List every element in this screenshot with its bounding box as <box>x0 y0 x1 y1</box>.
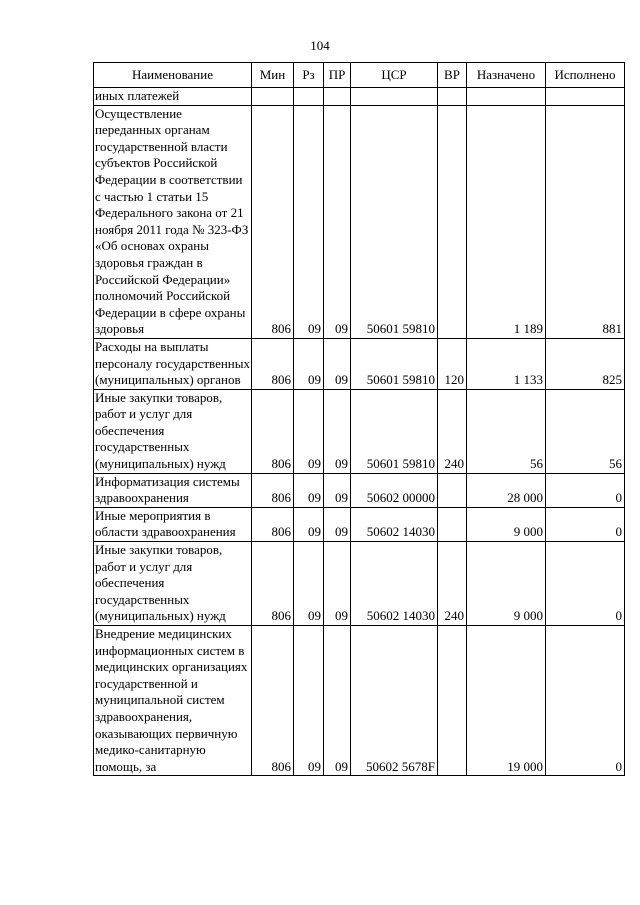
table-row <box>94 507 625 541</box>
row-name: Иные мероприятия в области здравоохранения <box>94 507 252 541</box>
row-rz: 09 <box>294 507 324 541</box>
row-rz: 09 <box>294 105 324 338</box>
row-name: Внедрение медицинских информационных систем в медицинских организациях государственной и муниципальной систем здравоохранения, оказывающих первичную медико-санитарную помощь, за <box>94 626 252 776</box>
table-header-row <box>94 63 625 88</box>
row-min: 806 <box>252 542 294 626</box>
table-row <box>94 473 625 507</box>
row-rz: 09 <box>294 542 324 626</box>
row-csr <box>351 88 438 106</box>
row-csr: 50602 14030 <box>351 542 438 626</box>
table-row <box>94 542 625 626</box>
row-vr <box>438 88 467 106</box>
row-executed: 825 <box>546 338 625 389</box>
header-min: Мин <box>252 63 294 88</box>
row-vr: 240 <box>438 389 467 473</box>
header-vr: ВР <box>438 63 467 88</box>
row-executed: 0 <box>546 473 625 507</box>
header-name: Наименование <box>94 63 252 88</box>
page-number: 104 <box>310 38 330 53</box>
row-min <box>252 88 294 106</box>
row-min: 806 <box>252 338 294 389</box>
row-csr: 50602 14030 <box>351 507 438 541</box>
row-csr: 50602 5678F <box>351 626 438 776</box>
row-assigned: 28 000 <box>467 473 546 507</box>
header-assigned: Назначено <box>467 63 546 88</box>
row-pr: 09 <box>324 626 351 776</box>
row-vr <box>438 507 467 541</box>
row-vr: 120 <box>438 338 467 389</box>
row-assigned: 9 000 <box>467 507 546 541</box>
row-executed: 56 <box>546 389 625 473</box>
row-pr <box>324 88 351 106</box>
row-min: 806 <box>252 507 294 541</box>
row-pr: 09 <box>324 338 351 389</box>
row-executed: 0 <box>546 626 625 776</box>
row-pr: 09 <box>324 507 351 541</box>
row-vr <box>438 473 467 507</box>
row-assigned <box>467 88 546 106</box>
row-min: 806 <box>252 473 294 507</box>
row-csr: 50602 00000 <box>351 473 438 507</box>
row-name: Иные закупки товаров, работ и услуг для обеспечения государственных (муниципальных) нужд <box>94 389 252 473</box>
row-executed: 881 <box>546 105 625 338</box>
row-name: Иные закупки товаров, работ и услуг для обеспечения государственных (муниципальных) нужд <box>94 542 252 626</box>
row-executed: 0 <box>546 542 625 626</box>
row-pr: 09 <box>324 473 351 507</box>
row-assigned: 56 <box>467 389 546 473</box>
row-pr: 09 <box>324 389 351 473</box>
table-row <box>94 105 625 338</box>
row-name: Информатизация системы здравоохранения <box>94 473 252 507</box>
table-row <box>94 338 625 389</box>
row-pr: 09 <box>324 542 351 626</box>
row-vr: 240 <box>438 542 467 626</box>
row-rz: 09 <box>294 473 324 507</box>
row-rz: 09 <box>294 389 324 473</box>
header-csr: ЦСР <box>351 63 438 88</box>
row-assigned: 19 000 <box>467 626 546 776</box>
row-min: 806 <box>252 105 294 338</box>
row-pr: 09 <box>324 105 351 338</box>
row-vr <box>438 626 467 776</box>
row-vr <box>438 105 467 338</box>
header-pr: ПР <box>324 63 351 88</box>
row-assigned: 1 189 <box>467 105 546 338</box>
budget-table <box>93 62 625 776</box>
row-executed: 0 <box>546 507 625 541</box>
row-assigned: 9 000 <box>467 542 546 626</box>
row-executed <box>546 88 625 106</box>
row-rz: 09 <box>294 338 324 389</box>
row-csr: 50601 59810 <box>351 105 438 338</box>
table-row <box>94 88 625 106</box>
header-rz: Рз <box>294 63 324 88</box>
row-rz: 09 <box>294 626 324 776</box>
table-row <box>94 626 625 776</box>
header-executed: Исполнено <box>546 63 625 88</box>
row-csr: 50601 59810 <box>351 338 438 389</box>
row-name: Осуществление переданных органам государственной власти субъектов Российской Федерации в соответствии с частью 1 статьи 15 Федерального закона от 21 ноября 2011 года № 323-ФЗ «Об основах охраны здоровья граждан в Российской Федерации» полномочий Российской Федерации в сфере охраны здоровья <box>94 105 252 338</box>
table-row <box>94 389 625 473</box>
row-name: Расходы на выплаты персоналу государственных (муниципальных) органов <box>94 338 252 389</box>
row-name: иных платежей <box>94 88 252 106</box>
row-min: 806 <box>252 389 294 473</box>
row-min: 806 <box>252 626 294 776</box>
row-assigned: 1 133 <box>467 338 546 389</box>
row-csr: 50601 59810 <box>351 389 438 473</box>
row-rz <box>294 88 324 106</box>
